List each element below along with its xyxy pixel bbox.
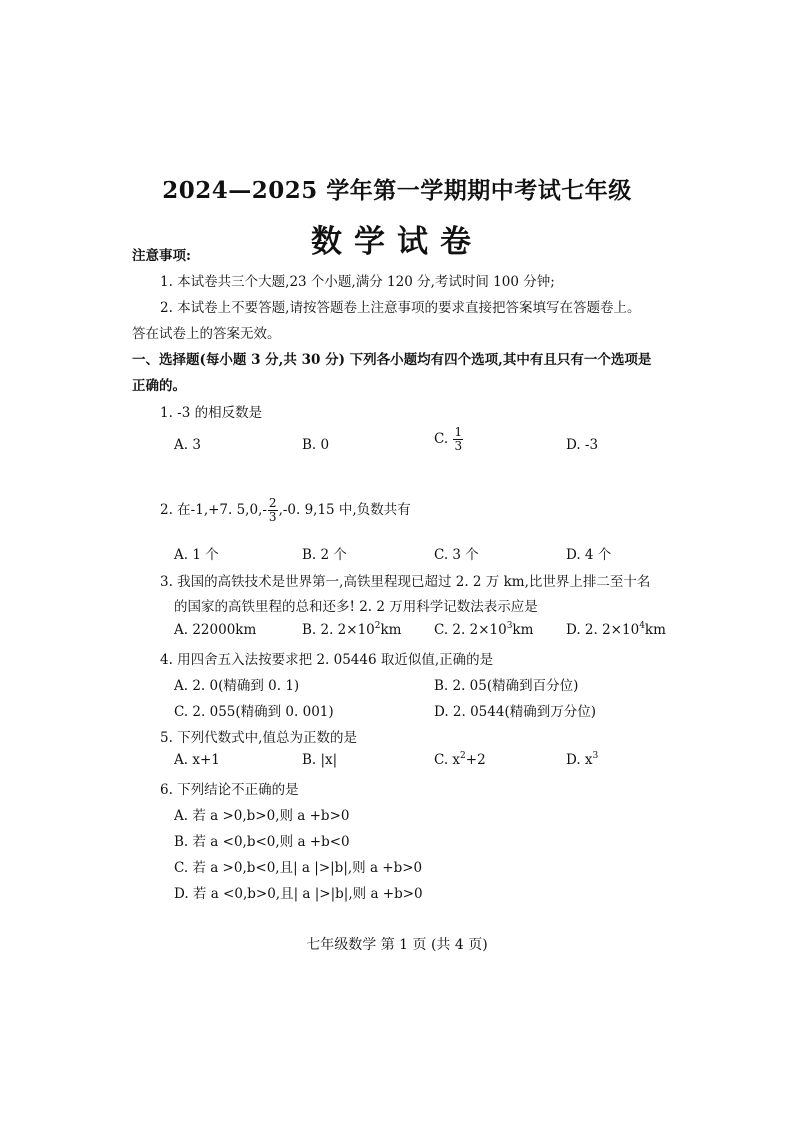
fraction-numerator: 2: [268, 496, 277, 510]
fraction-denominator: 3: [268, 510, 277, 524]
q5-c-base: C. x: [434, 752, 461, 768]
q2-option-a: A. 1 个: [174, 547, 219, 563]
q2-stem-pre: 2. 在-1,+7. 5,0,-: [160, 502, 267, 518]
q2-stem-post: ,-0. 9,15 中,负数共有: [278, 502, 411, 518]
q1-option-b: B. 0: [302, 437, 330, 453]
section-heading-cont: 正确的。: [132, 378, 186, 394]
q3-option-b: [302, 622, 401, 638]
q3-option-d: [566, 622, 666, 638]
q4-option-b: B. 2. 05(精确到百分位): [434, 678, 579, 694]
q5-d-base: D. x: [566, 752, 593, 768]
q5-option-a: A. x+1: [174, 752, 220, 768]
question-4-stem: 4. 用四舍五入法按要求把 2. 05446 取近似值,正确的是: [160, 652, 494, 668]
question-3-stem: 3. 我国的高铁技术是世界第一,高铁里程现已超过 2. 2 万 km,比世界上排二至十名: [160, 574, 651, 590]
exam-subtitle: 数学试卷: [311, 224, 483, 260]
question-2-stem: [160, 497, 411, 524]
page-footer: 七年级数学 第 1 页 (共 4 页): [306, 937, 488, 953]
q3-option-a: A. 22000km: [174, 622, 257, 638]
q3-b-exponent: 2: [374, 621, 381, 631]
q3-c-exponent: 3: [506, 621, 513, 631]
fraction-denominator: 3: [454, 439, 463, 453]
q1-option-c: [434, 426, 464, 453]
q5-option-c: [434, 752, 486, 768]
q3-c-base: C. 2. 2×10: [434, 622, 507, 638]
fraction-numerator: 1: [454, 425, 463, 439]
q6-option-b: B. 若 a <0,b<0,则 a +b<0: [174, 834, 350, 850]
q3-c-unit: km: [512, 622, 534, 638]
q4-option-a: A. 2. 0(精确到 0. 1): [174, 678, 300, 694]
q6-option-d: D. 若 a <0,b>0,且| a |>|b|,则 a +b>0: [174, 886, 423, 902]
question-3-stem-cont: 的国家的高铁里程的总和还多! 2. 2 万用科学记数法表示应是: [174, 599, 538, 615]
q1-option-a: A. 3: [174, 437, 201, 453]
q5-option-b: B. |x|: [302, 752, 338, 768]
q2-option-b: B. 2 个: [302, 547, 347, 563]
notes-heading: 注意事项:: [132, 248, 191, 264]
section-heading: 一、选择题(每小题 3 分,共 30 分) 下列各小题均有四个选项,其中有且只有一个选项是: [132, 352, 652, 368]
q4-option-c: C. 2. 055(精确到 0. 001): [174, 704, 334, 720]
q6-option-c: C. 若 a >0,b<0,且| a |>|b|,则 a +b>0: [174, 860, 423, 876]
notes-item-1: 1. 本试卷共三个大题,23 个小题,满分 120 分,考试时间 100 分钟;: [160, 274, 555, 290]
q1-option-c-label: C.: [434, 431, 449, 447]
q4-option-d: D. 2. 0544(精确到万分位): [434, 704, 596, 720]
notes-item-2: 2. 本试卷上不要答题,请按答题卷上注意事项的要求直接把答案填写在答题卷上。: [160, 300, 641, 316]
q3-d-base: D. 2. 2×10: [566, 622, 640, 638]
q2-option-d: D. 4 个: [566, 547, 612, 563]
q5-c-exponent: 2: [460, 751, 466, 761]
exam-title: 2024—2025 学年第一学期期中考试七年级: [162, 177, 632, 204]
q5-d-exponent: 3: [592, 751, 599, 761]
question-1-stem: 1. -3 的相反数是: [160, 405, 263, 421]
q5-option-d: [566, 752, 598, 768]
q3-d-unit: km: [644, 622, 666, 638]
notes-item-2-cont: 答在试卷上的答案无效。: [132, 326, 281, 342]
q6-option-a: A. 若 a >0,b>0,则 a +b>0: [174, 808, 350, 824]
q3-d-exponent: 4: [639, 621, 645, 631]
q2-fraction: [268, 497, 278, 524]
q5-c-rest: +2: [465, 752, 486, 768]
q3-option-c: [434, 622, 533, 638]
q2-option-c: C. 3 个: [434, 547, 479, 563]
question-6-stem: 6. 下列结论不正确的是: [160, 782, 299, 798]
q3-b-base: B. 2. 2×10: [302, 622, 375, 638]
q1-option-c-fraction: [453, 426, 463, 453]
q1-option-d: D. -3: [566, 437, 599, 453]
question-5-stem: 5. 下列代数式中,值总为正数的是: [160, 730, 357, 746]
q3-b-unit: km: [380, 622, 402, 638]
